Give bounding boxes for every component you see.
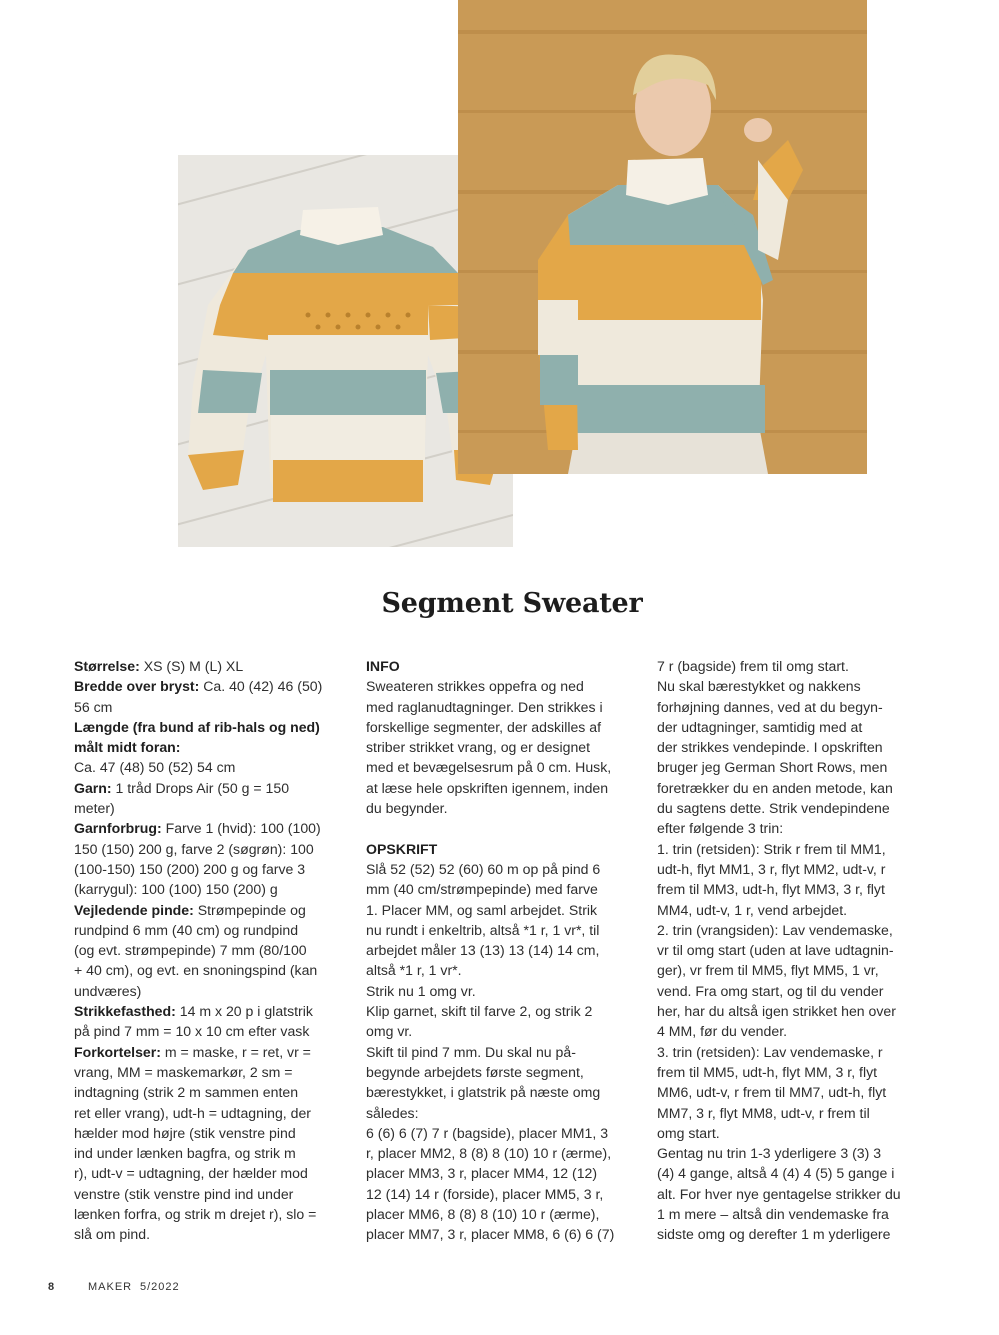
text-line: + 40 cm), og evt. en snoningspind (kan	[74, 962, 318, 979]
text-line: arbejdet måler 13 (13) 13 (14) 14 cm,	[366, 942, 600, 959]
text-line: placer MM7, 3 r, placer MM8, 6 (6) 6 (7)	[366, 1226, 615, 1243]
info-heading: INFO	[366, 658, 400, 674]
text-line: 150 (150) 200 g, farve 2 (søgrøn): 100	[74, 840, 314, 857]
text-line: Slå 52 (52) 52 (60) 60 m op på pind 6	[366, 860, 601, 877]
model-wearing-sweater-photo	[458, 0, 867, 474]
text-line: ret eller vrang), udt-h = udtagning, der	[74, 1104, 311, 1121]
text-line: MM7, 3 r, flyt MM8, udt-v, r frem til	[657, 1104, 870, 1121]
text-line: omg start.	[657, 1124, 720, 1141]
text-line: alt. For hver nye gentagelse strikker du	[657, 1185, 901, 1202]
text-line: 3. trin (retsiden): Lav vendemaske, r	[657, 1043, 883, 1060]
spec-abbreviations: Forkortelser: m = maske, r = ret, vr =	[74, 1043, 311, 1060]
text-line: på pind 7 mm = 10 x 10 cm efter vask	[74, 1023, 310, 1040]
text-line: med raglanudtagninger. Den strikkes i	[366, 698, 603, 715]
model-illustration	[458, 0, 867, 474]
text-line: forhøjning dannes, ved at du begyn-	[657, 698, 883, 715]
text-line: bruger jeg German Short Rows, men	[657, 759, 888, 776]
spec-needles: Vejledende pinde: Strømpepinde og	[74, 901, 306, 918]
text-line: (karrygul): 100 (100) 150 (200) g	[74, 881, 278, 898]
text-line: foretrækker du en anden metode, kan	[657, 779, 893, 796]
text-line: Klip garnet, skift til farve 2, og strik 2	[366, 1003, 593, 1020]
spec-size: Størrelse: XS (S) M (L) XL	[74, 658, 244, 674]
text-line: vr til omg start (uden at lave udtagnin-	[657, 942, 894, 959]
text-line: r, placer MM2, 8 (8) 8 (10) 10 r (ærme),	[366, 1145, 612, 1162]
text-line: 6 (6) 6 (7) 7 r (bagside), placer MM1, 3	[366, 1124, 609, 1141]
magazine-name: MAKER	[88, 1281, 133, 1293]
text-line: placer MM6, 8 (8) 8 (10) 10 r (ærme),	[366, 1206, 600, 1223]
text-line: vrang, MM = maskemarkør, 2 sm =	[74, 1063, 293, 1080]
text-line: frem til MM5, udt-h, flyt MM, 3 r, flyt	[657, 1063, 878, 1080]
text-line: 4 MM, før du vender.	[657, 1023, 788, 1040]
text-line: hælder mod højre (stik venstre pind	[74, 1124, 296, 1141]
recipe-heading: OPSKRIFT	[366, 840, 438, 857]
text-line: 1. trin (retsiden): Strik r frem til MM1,	[657, 840, 886, 857]
text-line: (4) 4 gange, altså 4 (4) 4 (5) 5 gange i	[657, 1165, 895, 1182]
text-line: Gentag nu trin 1-3 yderligere 3 (3) 3	[657, 1145, 882, 1162]
recipe-continued-column	[657, 656, 929, 1245]
text-line: frem til MM3, udt-h, flyt MM3, 3 r, flyt	[657, 881, 885, 898]
text-line: der udtagninger, samtidig med at	[657, 718, 863, 735]
text-line: MM4, udt-v, 1 r, vend arbejdet.	[657, 901, 848, 918]
text-line: nu rundt i enkeltrib, altså *1 r, 1 vr*, til	[366, 921, 600, 938]
text-line: at læse hele opskriften igennem, inden	[366, 779, 609, 796]
text-line: mm (40 cm/strømpepinde) med farve	[366, 881, 598, 898]
text-line: 56 cm	[74, 698, 113, 715]
text-line: bærestykket, i glatstrik på næste omg	[366, 1084, 601, 1101]
spec-length-label: Længde (fra bund af rib-hals og ned)	[74, 718, 320, 735]
text-line: slå om pind.	[74, 1226, 150, 1243]
text-line: her, har du altså igen strikket hen over	[657, 1003, 896, 1020]
text-line: meter)	[74, 800, 115, 817]
text-line: placer MM3, 3 r, placer MM4, 12 (12)	[366, 1165, 598, 1182]
text-line: Ca. 47 (48) 50 (52) 54 cm	[74, 759, 236, 776]
text-line: 2. trin (vrangsiden): Lav vendemaske,	[657, 921, 893, 938]
text-line: vend. Fra omg start, og til du vender	[657, 982, 884, 999]
info-column	[366, 656, 642, 1245]
spec-width: Bredde over bryst: Ca. 40 (42) 46 (50)	[74, 678, 323, 695]
text-line: begynde arbejdets første segment,	[366, 1063, 584, 1080]
text-line: undværes)	[74, 982, 142, 999]
text-line: du sagtens dette. Strik vendepindene	[657, 800, 890, 817]
text-line: lænken forfra, og strik m drejet r), slo =	[74, 1206, 317, 1223]
text-line: 1 m mere – altså din vendemaske fra	[657, 1206, 889, 1223]
text-line: 1. Placer MM, og saml arbejdet. Strik	[366, 901, 598, 918]
text-line: forskellige segmenter, der adskilles af	[366, 718, 602, 735]
spec-yarn: Garn: 1 tråd Drops Air (50 g = 150	[74, 779, 290, 796]
text-line: du begynder.	[366, 800, 448, 817]
text-line: MM6, udt-v, r frem til MM7, udt-h, flyt	[657, 1084, 887, 1101]
text-line: Nu skal bærestykket og nakkens	[657, 678, 861, 695]
text-line: Skift til pind 7 mm. Du skal nu på-	[366, 1043, 576, 1060]
text-line: målt midt foran:	[74, 739, 181, 756]
text-line: (100-150) 150 (200) 200 g og farve 3	[74, 860, 306, 877]
page-title: Segment Sweater	[381, 588, 643, 619]
text-line: venstre (stik venstre pind ind under	[74, 1185, 294, 1202]
text-line: 12 (14) 14 r (forside), placer MM5, 3 r,	[366, 1185, 604, 1202]
text-line: der strikkes vendepinde. I opskriften	[657, 739, 883, 756]
text-line: rundpind 6 mm (40 cm) og rundpind	[74, 921, 299, 938]
text-line: ind under lænken bagfra, og strik m	[74, 1145, 296, 1162]
page-number: 8	[48, 1281, 56, 1293]
text-line: med et bevægelsesrum på 0 cm. Husk,	[366, 759, 612, 776]
text-line: efter følgende 3 trin:	[657, 820, 784, 837]
text-line: Strik nu 1 omg vr.	[366, 982, 476, 999]
text-line: altså *1 r, 1 vr*.	[366, 962, 462, 979]
text-line: 7 r (bagside) frem til omg start.	[657, 658, 849, 674]
specs-column	[74, 656, 354, 1245]
text-line: ger), vr frem til MM5, flyt MM5, 1 vr,	[657, 962, 879, 979]
spec-gauge: Strikkefasthed: 14 m x 20 p i glatstrik	[74, 1003, 313, 1020]
text-line: indtagning (strik 2 m sammen enten	[74, 1084, 299, 1101]
text-line: Sweateren strikkes oppefra og ned	[366, 678, 584, 695]
issue-number: 5/2022	[140, 1281, 180, 1293]
text-line: r), udt-v = udtagning, der hælder mod	[74, 1165, 308, 1182]
text-line: omg vr.	[366, 1023, 413, 1040]
text-line: udt-h, flyt MM1, 3 r, flyt MM2, udt-v, r	[657, 860, 886, 877]
text-line: således:	[366, 1104, 419, 1121]
spec-yarn-usage: Garnforbrug: Farve 1 (hvid): 100 (100)	[74, 820, 321, 837]
text-line: striber strikket vrang, og er designet	[366, 739, 591, 756]
text-line: sidste omg og derefter 1 m yderligere	[657, 1226, 891, 1243]
text-line: (og evt. strømpepinde) 7 mm (80/100	[74, 942, 307, 959]
